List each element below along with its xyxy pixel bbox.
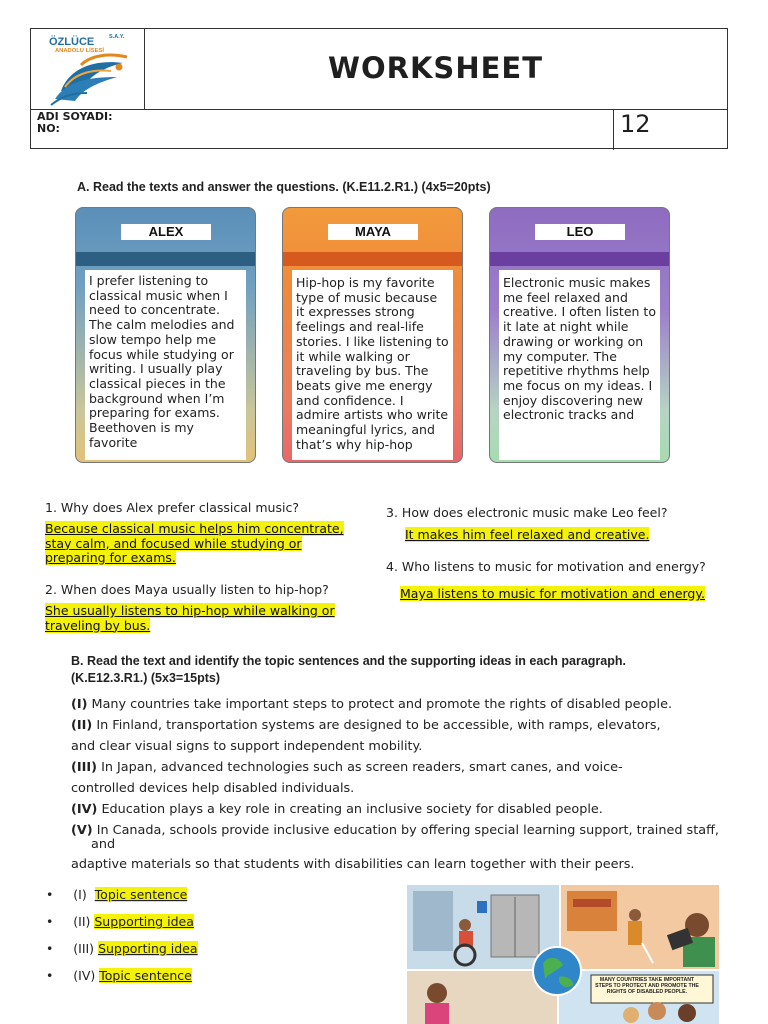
card-alex [75,207,256,463]
question-4-text: Who listens to music for motivation and energy? [401,559,706,574]
paragraph-5 [71,823,719,838]
question-4 [386,559,706,574]
answer-1-line-3: preparing for exams. [45,550,176,565]
question-2 [45,582,329,597]
paragraph-5-number: (V) [71,823,93,838]
answer-item-2-label: Supporting idea [94,914,194,929]
answer-1 [45,522,344,566]
paragraph-1-number: (I) [71,697,88,712]
paragraph-1-line-1: Many countries take important steps to protect and promote the rights of disabled people. [91,697,673,712]
paragraph-5-line-1: In Canada, schools provide inclusive education by offering special learning support, trained staff, [96,823,719,838]
paragraph-3 [71,760,623,775]
section-b-heading-line-1: B. Read the text and identify the topic sentences and the supporting ideas in each paragraph. [71,654,626,668]
paragraph-3-line-2: controlled devices help disabled individuals. [71,781,355,796]
number-label: NO: [37,122,60,135]
student-info-row [31,109,727,150]
answer-4 [400,587,705,602]
answer-4-line-1: Maya listens to music for motivation and energy. [400,586,705,601]
section-a-heading: A. Read the texts and answer the questions. (K.E11.2.R1.) (4x5=20pts) [77,180,491,194]
logo-top-text: S.A.Y. [109,34,125,40]
bullet-icon: • [46,887,54,902]
answer-item-4-number: (IV) [73,968,96,983]
paragraph-2-line-1: In Finland, transportation systems are designed to be accessible, with ramps, elevators, [96,718,661,733]
card-maya-text: Hip-hop is my favorite type of music because it expresses strong feelings and real-life stories. I like listening to it while walking or traveling by bus. The beats give me energy and confidence. I admire artists who write meaningful lyrics, and that’s why hip-hop [292,270,453,460]
illustration-banner-text: MANY COUNTRIES TAKE IMPORTANT STEPS TO PROTECT AND PROMOTE THE RIGHTS OF DISABLED PEOPLE. [595,977,699,995]
answer-item-4-label: Topic sentence [99,968,192,983]
answer-2-line-2: traveling by bus. [45,617,151,633]
question-1-number: 1. [45,500,57,515]
bullet-icon: • [46,914,54,929]
answer-3 [405,528,649,543]
answer-item-1-label: Topic sentence [94,887,188,902]
grade-value: 12 [620,110,651,138]
card-alex-text: I prefer listening to classical music when I need to concentrate. The calm melodies and slow tempo help me focus while studying or writing. I usually play classical pieces in the background when I’m preparing for exams. Beethoven is my favorite [85,270,246,460]
section-b-heading-line-2: (K.E12.3.R1.) (5x3=15pts) [71,671,221,685]
question-3-number: 3. [386,505,398,520]
card-alex-band [76,252,255,266]
answer-item-1-number: (I) [73,887,87,902]
question-2-text: When does Maya usually listen to hip-hop? [60,582,329,597]
answer-1-line-2: stay calm, and focused while studying or [45,535,302,551]
card-alex-name: ALEX [121,224,211,240]
paragraph-2-number: (II) [71,718,93,733]
answer-item-3-label: Supporting idea [98,941,198,956]
school-logo [31,29,144,109]
accessibility-illustration [407,885,719,1024]
grade-cell [613,110,728,150]
paragraph-5-line-3: adaptive materials so that students with disabilities can learn together with their peers. [71,857,635,872]
answer-3-line-1: It makes him feel relaxed and creative. [405,527,650,542]
answer-item-2 [46,914,194,929]
answer-2-line-1: She usually listens to hip-hop while walking or [45,603,335,618]
worksheet-title: WORKSHEET [327,51,543,85]
card-leo [489,207,670,463]
logo-school-sub-text: ANADOLU LİSESİ [55,48,104,54]
bullet-icon: • [46,941,54,956]
paragraph-3-number: (III) [71,760,97,775]
paragraph-3-line-1: In Japan, advanced technologies such as screen readers, smart canes, and voice- [101,760,623,775]
question-3-text: How does electronic music make Leo feel? [401,505,668,520]
answer-2 [45,604,335,633]
worksheet-header [30,28,728,149]
logo-school-text: ÖZLÜCE [49,36,95,48]
name-label: ADI SOYADI: [37,110,113,123]
paragraph-4-line-1: Education plays a key role in creating an inclusive society for disabled people. [101,802,603,817]
paragraph-5-line-2: and [91,837,116,852]
question-3 [386,505,667,520]
logo-cell [31,29,145,109]
card-leo-band [490,252,669,266]
question-4-number: 4. [386,559,398,574]
card-maya-name: MAYA [328,224,418,240]
question-1-text: Why does Alex prefer classical music? [60,500,299,515]
card-leo-text: Electronic music makes me feel relaxed and creative. I often listen to it late at night while drawing or working on my computer. The repetitive rhythms help me focus on my ideas. I enjoy discovering new electronic tracks and [499,270,660,460]
answer-item-3 [46,941,198,956]
paragraph-1 [71,697,672,712]
paragraph-2 [71,718,661,733]
card-maya-band [283,252,462,266]
card-leo-name: LEO [535,224,625,240]
question-1 [45,500,299,515]
card-maya [282,207,463,463]
paragraph-4-number: (IV) [71,802,98,817]
answer-item-1 [46,887,187,902]
question-2-number: 2. [45,582,57,597]
answer-item-4 [46,968,192,983]
paragraph-4 [71,802,603,817]
answer-1-line-1: Because classical music helps him concentrate, [45,521,344,536]
title-cell [144,29,727,109]
bullet-icon: • [46,968,54,983]
answer-item-2-number: (II) [73,914,91,929]
paragraph-2-line-2: and clear visual signs to support independent mobility. [71,739,423,754]
answer-item-3-number: (III) [73,941,95,956]
